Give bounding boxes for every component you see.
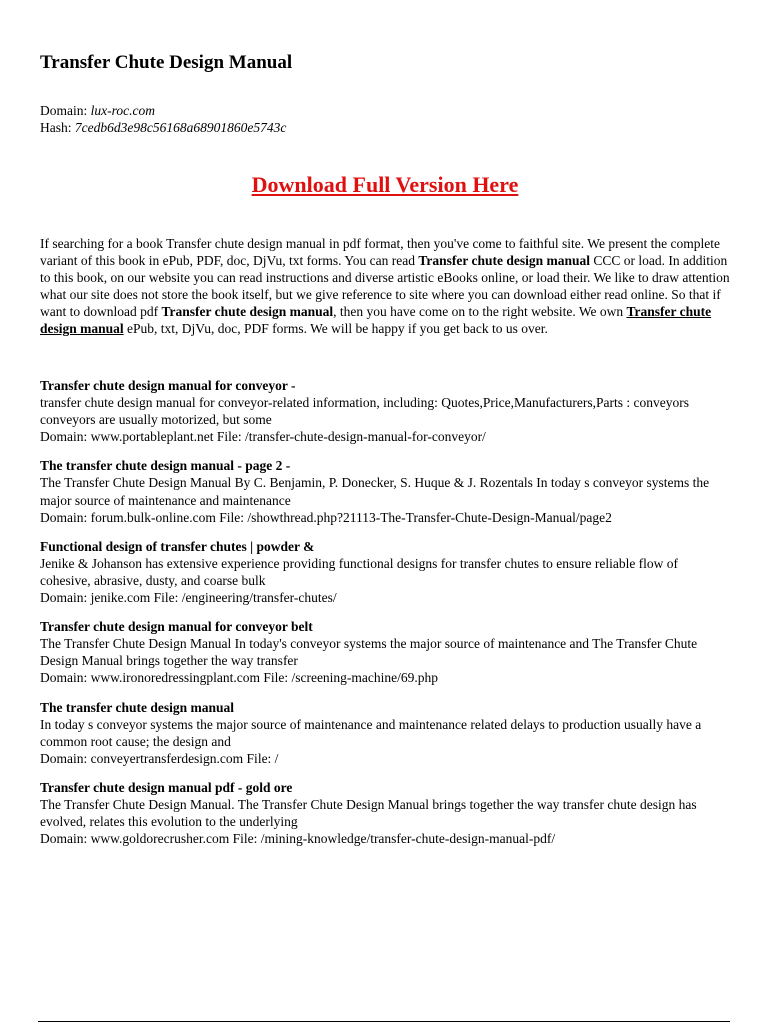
result-description: In today s conveyor systems the major source of maintenance and maintenance related delays to production usually have a common root cause; the design and: [40, 716, 702, 749]
result-title: Functional design of transfer chutes | powder &: [40, 538, 315, 554]
hash-value: 7cedb6d3e98c56168a68901860e5743c: [74, 120, 287, 135]
result-title: The transfer chute design manual: [40, 699, 235, 715]
intro-bold-2: Transfer chute design manual: [161, 304, 334, 320]
download-link[interactable]: Download Full Version Here: [251, 172, 519, 197]
result-description: The Transfer Chute Design Manual By C. Benjamin, P. Donecker, S. Huque & J. Rozentals In today s conveyor systems the major source of maintenance and maintenance: [40, 475, 710, 508]
result-title: The transfer chute design manual - page 2 -: [40, 458, 291, 474]
page-title: Transfer Chute Design Manual: [40, 52, 293, 73]
result-domain: Domain: www.ironoredressingplant.com File: /screening-machine/69.php: [40, 670, 439, 686]
result-item: [40, 538, 730, 606]
intro-paragraph: [40, 235, 730, 338]
result-domain: Domain: www.portableplant.net File: /transfer-chute-design-manual-for-conveyor/: [40, 429, 486, 445]
result-item: [40, 457, 730, 525]
document-meta: [40, 102, 286, 136]
result-item: [40, 779, 730, 847]
result-item: [40, 377, 730, 445]
intro-text-1: If searching for a book Transfer chute design manual in pdf format, then you've come to faithful site. We present the complete variant of this book in ePub, PDF, doc, DjVu, txt forms. You can read: [40, 236, 721, 269]
intro-text-3: , then you have come on to the right website. We own: [333, 304, 627, 320]
result-item: [40, 618, 730, 686]
hash-line: [40, 119, 286, 136]
result-description: transfer chute design manual for conveyor-related information, including: Quotes,Price,Manufacturers,Parts : conveyors conveyors are usually motorized, but some: [40, 395, 690, 428]
result-domain: Domain: conveyertransferdesign.com File: /: [40, 750, 279, 766]
result-domain: Domain: forum.bulk-online.com File: /showthread.php?21113-The-Transfer-Chute-Design-Manual/page2: [40, 509, 612, 525]
intro-bold-1: Transfer chute design manual: [418, 253, 590, 269]
intro-text-4: ePub, txt, DjVu, doc, PDF forms. We will be happy if you get back to us over.: [123, 321, 548, 337]
footer-divider: [38, 1021, 730, 1022]
results-list: [40, 377, 730, 859]
hash-label: Hash:: [40, 120, 72, 135]
domain-label: Domain:: [40, 103, 88, 118]
result-title: Transfer chute design manual for conveyor belt: [40, 619, 313, 635]
result-domain: Domain: www.goldorecrusher.com File: /mining-knowledge/transfer-chute-design-manual-pdf/: [40, 831, 556, 847]
result-description: The Transfer Chute Design Manual. The Transfer Chute Design Manual brings together the way transfer chute design has evolved, relates this evolution to the underlying: [40, 796, 697, 830]
intro-text-2: CCC or load. In addition to this book, on our website you can read instructions and diverse artistic eBooks online, or load their. We like to draw attention what our site does not store the book itself, but we give reference to site where you can download either read online. So that if want to download pdf: [40, 253, 730, 320]
result-title: Transfer chute design manual pdf - gold ore: [40, 779, 293, 795]
domain-value: lux-roc.com: [90, 103, 155, 118]
result-domain: Domain: jenike.com File: /engineering/transfer-chutes/: [40, 590, 337, 606]
result-description: Jenike & Johanson has extensive experience providing functional designs for transfer chutes to ensure reliable flow of cohesive, abrasive, dusty, and coarse bulk: [40, 555, 679, 588]
intro-bold-link[interactable]: Transfer chute design manual: [40, 304, 712, 337]
domain-line: [40, 102, 286, 119]
result-item: [40, 699, 730, 767]
result-description: The Transfer Chute Design Manual In today's conveyor systems the major source of maintenance and The Transfer Chute Design Manual brings together the way transfer: [40, 636, 698, 669]
result-title: Transfer chute design manual for conveyor -: [40, 378, 296, 393]
